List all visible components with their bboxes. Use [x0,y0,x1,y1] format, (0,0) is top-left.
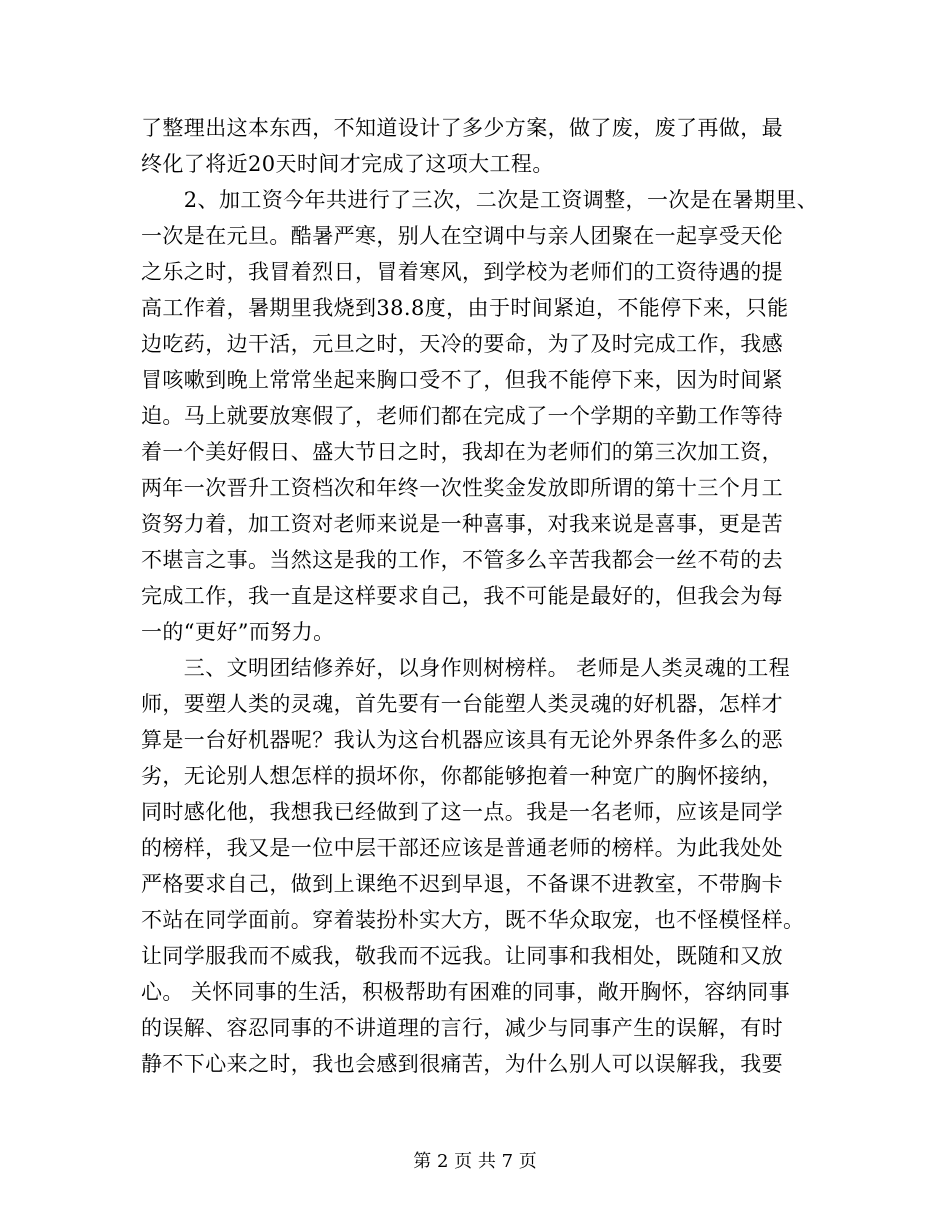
text-line: 完成工作，我一直是这样要求自己，我不可能是最好的，但我会为每 [141,584,783,608]
text-line: 冒咳嗽到晚上常常坐起来胸口受不了，但我不能停下来，因为时间紧 [141,368,783,392]
text-line: 算是一台好机器呢？我认为这台机器应该具有无论外界条件多么的恶 [141,728,783,752]
text-line: 劣，无论别人想怎样的损坏你，你都能够抱着一种宽广的胸怀接纳， [141,764,783,788]
text-line: 终化了将近20天时间才完成了这项大工程。 [141,152,554,176]
text-line: 之乐之时，我冒着烈日，冒着寒风，到学校为老师们的工资待遇的提 [141,260,783,284]
text-line: 一的“更好”而努力。 [141,620,335,644]
text-line: 一次是在元旦。酷暑严寒，别人在空调中与亲人团聚在一起享受天伦 [141,224,783,248]
text-line: 边吃药，边干活，元旦之时，天冷的要命，为了及时完成工作，我感 [141,332,783,356]
text-line: 同时感化他，我想我已经做到了这一点。我是一名老师，应该是同学 [141,800,783,824]
text-line: 让同学服我而不威我，敬我而不远我。让同事和我相处，既随和又放 [141,944,783,968]
text-line: 三、文明团结修养好，以身作则树榜样。 老师是人类灵魂的工程 [141,656,791,680]
text-line: 师，要塑人类的灵魂，首先要有一台能塑人类灵魂的好机器，怎样才 [141,692,783,716]
text-line: 两年一次晋升工资档次和年终一次性奖金发放即所谓的第十三个月工 [141,476,783,500]
text-line: 了整理出这本东西，不知道设计了多少方案，做了废，废了再做，最 [141,116,783,140]
text-line: 资努力着，加工资对老师来说是一种喜事，对我来说是喜事，更是苦 [141,512,783,536]
text-line: 的榜样，我又是一位中层干部还应该是普通老师的榜样。为此我处处 [141,836,783,860]
text-line: 不堪言之事。当然这是我的工作，不管多么辛苦我都会一丝不苟的去 [141,548,783,572]
text-line: 2、加工资今年共进行了三次，二次是工资调整，一次是在暑期里、 [141,188,819,212]
text-line: 高工作着，暑期里我烧到38.8度，由于时间紧迫，不能停下来，只能 [141,296,789,320]
text-line: 静不下心来之时，我也会感到很痛苦，为什么别人可以误解我，我要 [141,1052,783,1076]
text-line: 心。 关怀同事的生活，积极帮助有困难的同事，敞开胸怀，容纳同事 [141,980,791,1004]
text-line: 不站在同学面前。穿着装扮朴实大方，既不华众取宠，也不怪模怪样。 [141,908,805,932]
page-number-footer: 第 2 页 共 7 页 [413,1151,537,1172]
body-text [141,110,821,1082]
text-line: 严格要求自己，做到上课绝不迟到早退，不备课不进教室，不带胸卡 [141,872,783,896]
text-line: 着一个美好假日、盛大节日之时，我却在为老师们的第三次加工资， [141,440,783,464]
text-line: 的误解、容忍同事的不讲道理的言行，减少与同事产生的误解，有时 [141,1016,783,1040]
text-line: 迫。马上就要放寒假了，老师们都在完成了一个学期的辛勤工作等待 [141,404,783,428]
